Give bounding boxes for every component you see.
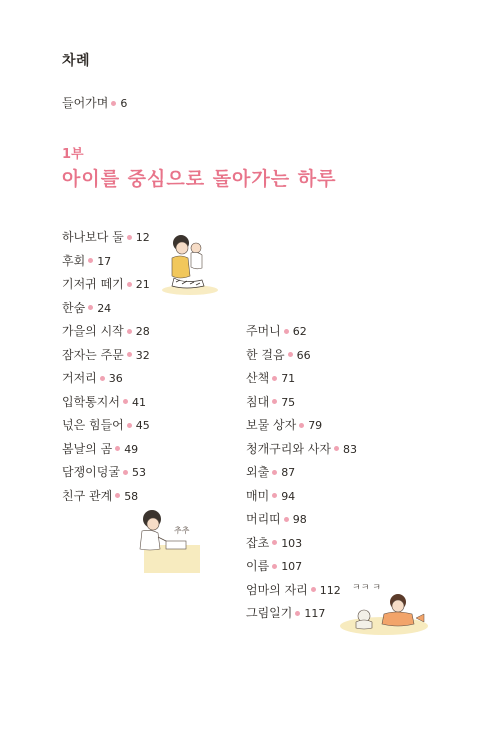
girl-lying-with-doll-illustration	[338, 576, 430, 640]
bullet-dot-icon	[127, 282, 132, 287]
bullet-dot-icon	[299, 423, 304, 428]
toc-entry-title: 잠자는 주문	[62, 347, 124, 362]
toc-entry-title: 엄마의 자리	[246, 582, 308, 597]
toc-entry-page: 58	[124, 489, 139, 503]
toc-entry-page: 112	[319, 583, 341, 597]
toc-entry-title: 주머니	[246, 324, 281, 338]
toc-entry[interactable]	[62, 273, 150, 297]
intro-page: 6	[120, 97, 128, 110]
toc-entry[interactable]	[62, 438, 150, 462]
bullet-dot-icon	[88, 305, 93, 310]
toc-entry-title: 후회	[62, 253, 86, 268]
bullet-dot-icon	[115, 493, 120, 498]
toc-entry-title: 한숨	[62, 300, 86, 315]
toc-entry[interactable]	[246, 438, 357, 462]
toc-entry-title: 침대	[246, 394, 270, 409]
bullet-dot-icon	[272, 376, 277, 381]
intro-title: 들어가며	[62, 96, 109, 110]
toc-entry[interactable]	[62, 320, 150, 344]
bullet-dot-icon	[88, 258, 93, 263]
toc-entry-page: 107	[281, 560, 303, 573]
toc-entry-page: 41	[131, 395, 146, 409]
toc-entry-title: 보물 상자	[246, 418, 297, 432]
toc-entry[interactable]	[62, 414, 150, 438]
toc-entry-title: 잡초	[246, 535, 270, 550]
page-title: 차례	[62, 53, 91, 69]
bullet-dot-icon	[127, 329, 132, 334]
toc-entry[interactable]	[246, 414, 357, 438]
toc-entry[interactable]	[62, 250, 150, 274]
bullet-dot-icon	[284, 329, 289, 334]
toc-entry[interactable]	[246, 320, 357, 344]
bullet-dot-icon	[115, 446, 120, 451]
laugh-text: ㅋㅋ ㅋ	[352, 583, 381, 593]
toc-entry-page: 87	[281, 466, 296, 479]
part-label: 1부	[62, 147, 84, 162]
toc-entry-title: 청개구리와 사자	[246, 441, 331, 456]
toc-entry-page: 71	[281, 372, 296, 385]
toc-entry-title: 하나보다 둘	[62, 230, 124, 244]
toc-entry[interactable]	[246, 344, 357, 368]
toc-entry-page: 75	[281, 395, 296, 409]
toc-entry-page: 36	[108, 372, 123, 385]
bullet-dot-icon	[272, 540, 277, 545]
toc-entry[interactable]	[62, 344, 150, 368]
bullet-dot-icon	[284, 517, 289, 522]
toc-entry-page: 32	[135, 348, 150, 362]
toc-entry-title: 매미	[246, 488, 270, 503]
bullet-dot-icon	[127, 235, 132, 240]
toc-entry-title: 이름	[246, 559, 270, 573]
bullet-dot-icon	[127, 352, 132, 357]
toc-entry[interactable]	[246, 367, 357, 391]
toc-entry-title: 외출	[246, 465, 270, 479]
bullet-dot-icon	[334, 446, 339, 451]
toc-entry[interactable]	[246, 508, 357, 532]
bullet-dot-icon	[272, 493, 277, 498]
bullet-dot-icon	[123, 399, 128, 404]
toc-entry[interactable]	[62, 367, 150, 391]
toc-entry-title: 입학통지서	[62, 394, 120, 409]
toc-entry[interactable]	[246, 461, 357, 485]
toc-entry[interactable]	[62, 391, 150, 415]
toc-entry-page: 66	[296, 348, 311, 362]
toc-entry-page: 53	[131, 466, 146, 479]
toc-entry-title: 머리띠	[246, 512, 281, 526]
toc-entry-title: 산책	[246, 371, 270, 385]
toc-entry[interactable]	[62, 297, 150, 321]
scribble-text: 추추	[174, 526, 190, 535]
intro-entry[interactable]	[62, 94, 127, 111]
toc-entry-page: 17	[97, 254, 112, 268]
bullet-dot-icon	[288, 352, 293, 357]
toc-entry-page: 28	[135, 325, 150, 338]
toc-entry-title: 기저귀 떼기	[62, 277, 124, 291]
toc-entry[interactable]	[62, 226, 150, 250]
toc-entry-page: 62	[292, 325, 307, 338]
toc-entry-page: 117	[304, 607, 326, 620]
toc-entry-page: 79	[308, 419, 323, 432]
bullet-dot-icon	[295, 611, 300, 616]
bullet-dot-icon	[111, 101, 116, 106]
toc-entry[interactable]	[246, 555, 357, 579]
child-writing-illustration	[118, 505, 210, 575]
bullet-dot-icon	[272, 470, 277, 475]
toc-entry-page: 21	[135, 278, 150, 291]
toc-entry-page: 98	[292, 513, 307, 526]
toc-entry-title: 봄날의 곰	[62, 441, 113, 456]
toc-entry[interactable]	[246, 391, 357, 415]
mother-holding-child-illustration	[160, 228, 222, 296]
toc-entry-page: 83	[342, 442, 357, 456]
toc-entry-page: 45	[135, 419, 150, 432]
toc-entry-page: 49	[124, 442, 139, 456]
toc-entry-title: 한 걸음	[246, 347, 285, 362]
bullet-dot-icon	[100, 376, 105, 381]
toc-entry[interactable]	[62, 461, 150, 485]
toc-entry-title: 그림일기	[246, 606, 293, 620]
bullet-dot-icon	[123, 470, 128, 475]
bullet-dot-icon	[127, 423, 132, 428]
toc-entry-title: 거저리	[62, 371, 97, 385]
toc-entry-title: 가을의 시작	[62, 324, 124, 338]
toc-entry-page: 103	[281, 536, 303, 550]
toc-entry[interactable]	[246, 532, 357, 556]
toc-entry-title: 친구 관계	[62, 488, 113, 503]
toc-entry-page: 94	[281, 489, 296, 503]
toc-left-column	[62, 226, 150, 508]
bullet-dot-icon	[272, 399, 277, 404]
toc-entry-title: 넋은 힘들어	[62, 418, 124, 432]
bullet-dot-icon	[272, 564, 277, 569]
toc-entry-page: 12	[135, 231, 150, 244]
toc-entry[interactable]	[246, 485, 357, 509]
toc-entry-page: 24	[97, 301, 112, 315]
bullet-dot-icon	[311, 587, 316, 592]
toc-entry-title: 담쟁이덩굴	[62, 465, 120, 479]
part-title: 아이를 중심으로 돌아가는 하루	[62, 168, 337, 190]
